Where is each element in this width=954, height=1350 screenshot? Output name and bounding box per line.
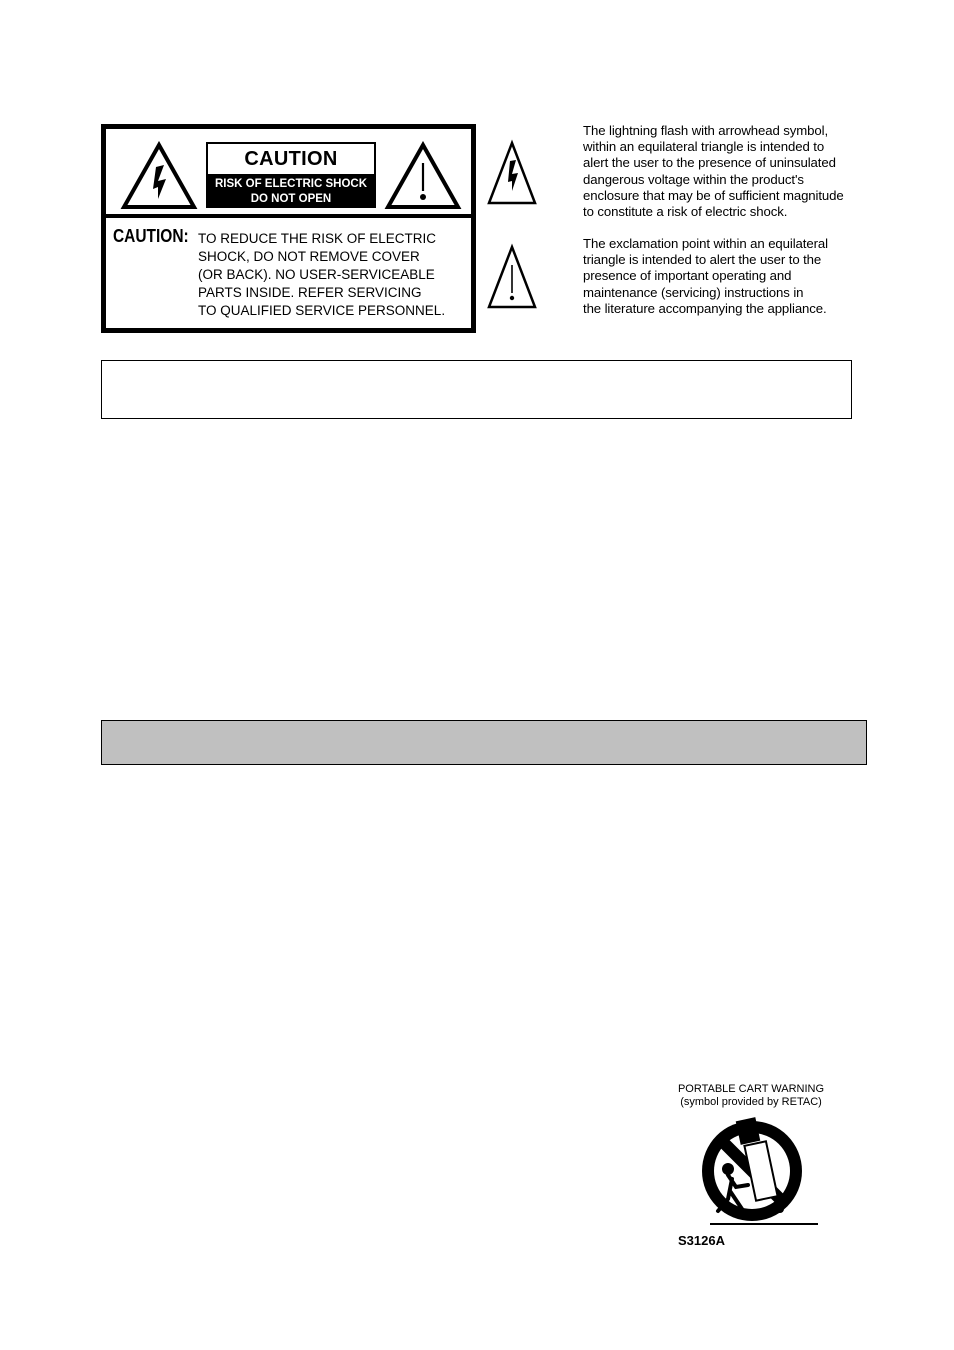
exclamation-triangle-icon [384, 141, 462, 211]
exclamation-description-line: The exclamation point within an equilateral [583, 236, 828, 251]
caution-line: PARTS INSIDE. REFER SERVICING [198, 285, 422, 300]
caution-panel-header [106, 129, 471, 218]
caution-text [198, 230, 445, 320]
caution-panel [101, 124, 476, 333]
cart-warning-title [668, 1083, 834, 1109]
lightning-description-line: alert the user to the presence of uninsulated [583, 155, 836, 171]
lightning-description [583, 123, 844, 220]
caution-heading: CAUTION: [113, 226, 189, 246]
empty-notice-box [101, 360, 852, 419]
exclamation-description-line: maintenance (servicing) instructions in [583, 284, 804, 300]
caution-line: TO QUALIFIED SERVICE PERSONNEL. [198, 303, 446, 318]
cart-symbol-code: S3126A [678, 1233, 725, 1248]
exclamation-description [583, 236, 828, 317]
caution-label-line: DO NOT OPEN [250, 193, 332, 205]
exclamation-description-line: the literature accompanying the appliance. [583, 300, 827, 316]
cart-warning-subtitle: (symbol provided by RETAC) [680, 1096, 822, 1108]
lightning-description-line: The lightning flash with arrowhead symbol, [583, 123, 829, 138]
lightning-description-line: dangerous voltage within the product's [583, 171, 804, 187]
caution-line: TO REDUCE THE RISK OF ELECTRIC [198, 231, 437, 246]
caution-label-title: CAUTION [208, 144, 374, 174]
lightning-description-line: enclosure that may be of sufficient magnitude [583, 187, 844, 203]
cart-warning-block [668, 1083, 838, 1253]
lightning-triangle-icon [120, 141, 198, 211]
caution-label [206, 142, 376, 208]
exclamation-triangle-icon [486, 243, 538, 311]
caution-label-line: RISK OF ELECTRIC SHOCK [214, 178, 368, 190]
lightning-triangle-icon [486, 139, 538, 207]
caution-line: SHOCK, DO NOT REMOVE COVER [198, 249, 420, 264]
lightning-description-line: to constitute a risk of electric shock. [583, 204, 788, 220]
cart-warning-heading: PORTABLE CART WARNING [677, 1083, 825, 1095]
gray-section-bar [101, 720, 867, 765]
exclamation-description-line: presence of important operating and [583, 268, 792, 284]
exclamation-description-line: triangle is intended to alert the user to the [583, 252, 822, 268]
lightning-description-line: within an equilateral triangle is intended to [583, 139, 825, 155]
portable-cart-warning-icon [688, 1113, 818, 1231]
caution-label-subtitle [208, 177, 374, 207]
caution-panel-body [106, 218, 471, 328]
caution-line: (OR BACK). NO USER-SERVICEABLE [198, 267, 435, 282]
